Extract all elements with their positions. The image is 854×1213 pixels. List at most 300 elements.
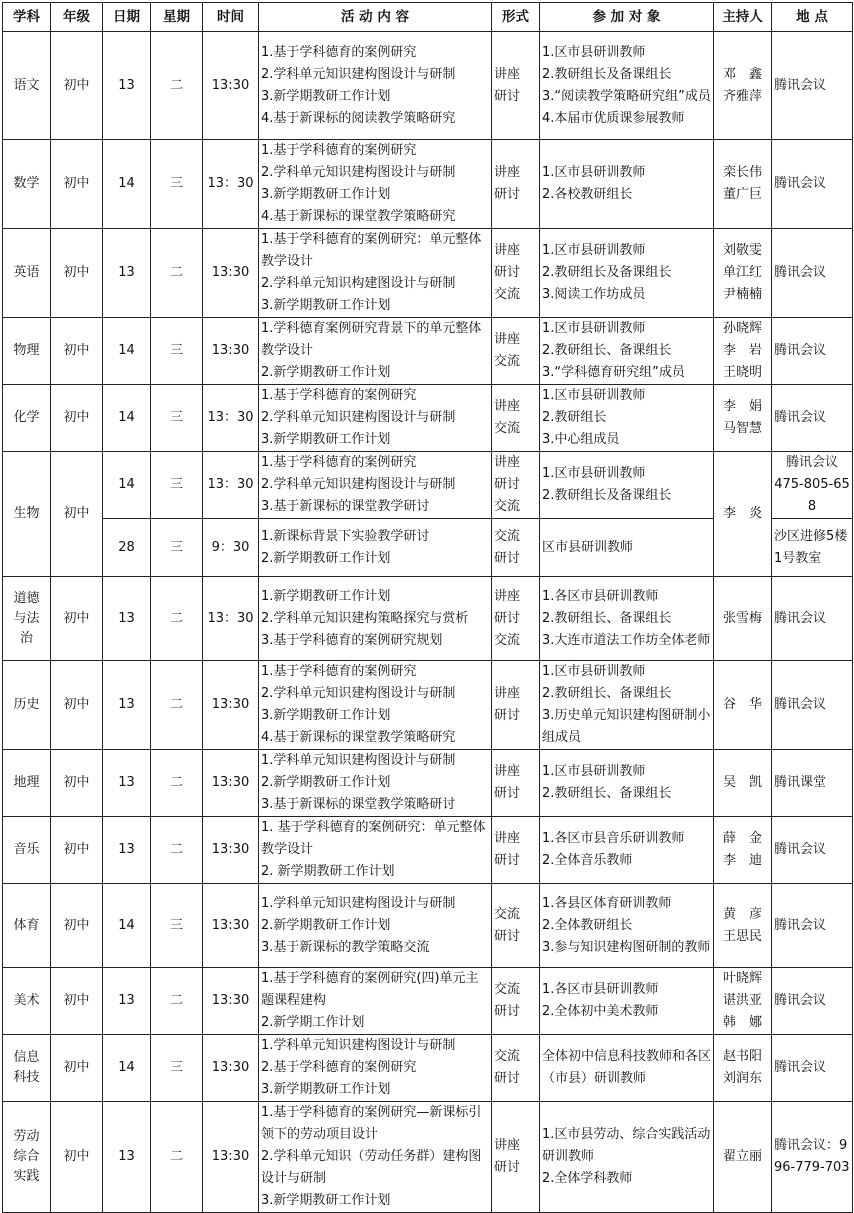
time-cell: 13:30	[203, 1035, 259, 1102]
content-cell-line: 1.基于学科德育的案例研究	[261, 388, 417, 403]
table-row	[3, 884, 853, 968]
grade-cell: 初中	[51, 452, 103, 577]
header-form: 形式	[492, 3, 540, 32]
participants-cell-line: 2.全体音乐教师	[542, 853, 633, 868]
participants-cell-line: 1.区市县研训教师	[542, 44, 646, 60]
location-cell	[772, 229, 853, 318]
weekday-cell: 二	[151, 32, 203, 140]
table-row	[3, 750, 853, 817]
form-cell-line: 研讨	[494, 1071, 521, 1086]
host-cell-line: 孙晓辉	[722, 321, 762, 336]
participants-cell-line: 2.各校教研组长	[542, 187, 633, 202]
content-cell-line: 2.学科单元知识建构图设计与研制	[261, 686, 456, 701]
participants-cell	[540, 519, 714, 577]
content-cell-line: 1.基于学科德育的案例研究	[261, 44, 417, 60]
host-cell	[714, 140, 772, 229]
form-cell-line: 讲座	[494, 399, 521, 414]
participants-cell	[540, 750, 714, 817]
participants-cell-line: 2.全体初中美术教师	[542, 1004, 659, 1019]
participants-cell-line: 1.区市县研训教师	[542, 165, 646, 180]
participants-cell-line: 区市县研训教师	[542, 539, 634, 555]
participants-cell	[540, 32, 714, 140]
weekday-cell: 三	[151, 1035, 203, 1102]
location-cell-line: 沙区进修5楼1号教室	[774, 528, 848, 566]
participants-cell	[540, 577, 714, 661]
date-cell: 14	[103, 318, 151, 385]
form-cell	[492, 318, 540, 385]
host-cell	[714, 817, 772, 884]
participants-cell-line: 2.教研组长、备课组长	[542, 343, 672, 358]
content-cell-line: 4.基于新课标的课堂教学策略研究	[261, 209, 456, 224]
location-cell	[772, 750, 853, 817]
participants-cell-line: 4.本届市优质课参展教师	[542, 110, 685, 126]
location-cell	[772, 318, 853, 385]
participants-cell	[540, 229, 714, 318]
location-cell	[772, 385, 853, 452]
form-cell	[492, 140, 540, 229]
date-cell: 13	[103, 577, 151, 661]
host-cell-line: 王思民	[722, 928, 762, 944]
time-cell: 13:30	[203, 968, 259, 1035]
form-cell-line: 交流	[494, 1049, 521, 1064]
host-cell-line: 赵书阳	[722, 1049, 762, 1064]
location-cell	[772, 140, 853, 229]
grade-cell: 初中	[51, 1102, 103, 1213]
content-cell-line: 1.学科德育案例研究背景下的单元整体教学设计	[261, 321, 482, 358]
form-cell-line: 讲座	[494, 455, 521, 470]
location-cell-line: 腾讯会议	[774, 343, 827, 358]
participants-cell	[540, 318, 714, 385]
participants-cell	[540, 884, 714, 968]
weekday-cell: 二	[151, 229, 203, 318]
content-cell-line: 2.学科单元知识建构策略探究与赏析	[261, 610, 469, 626]
date-cell: 28	[103, 519, 151, 577]
content-cell-line: 3.新学期教研工作计划	[261, 298, 391, 313]
location-cell	[772, 32, 853, 140]
participants-cell-line: 1.区市县研训教师	[542, 466, 646, 481]
time-cell: 13:30	[203, 817, 259, 884]
participants-cell-line: 3.阅读工作坊成员	[542, 287, 646, 302]
content-cell-line: 2. 新学期教研工作计划	[261, 864, 395, 879]
content-cell-line: 3.新学期教研工作计划	[261, 1082, 391, 1097]
participants-cell	[540, 1102, 714, 1213]
grade-cell: 初中	[51, 577, 103, 661]
form-cell-line: 交流	[494, 528, 521, 544]
form-cell-line: 交流	[494, 982, 521, 997]
host-cell	[714, 385, 772, 452]
host-cell	[714, 318, 772, 385]
date-cell: 14	[103, 1035, 151, 1102]
table-row	[3, 577, 853, 661]
weekday-cell: 二	[151, 750, 203, 817]
host-cell	[714, 32, 772, 140]
subject-cell: 音乐	[3, 817, 51, 884]
time-cell: 13:30	[203, 229, 259, 318]
form-cell	[492, 968, 540, 1035]
form-cell-line: 研讨	[494, 187, 521, 202]
grade-cell: 初中	[51, 968, 103, 1035]
subject-cell: 信息科技	[3, 1035, 51, 1102]
header-content: 活 动 内 容	[259, 3, 492, 32]
header-date: 日期	[103, 3, 151, 32]
host-cell-line: 黄 彦	[722, 906, 762, 922]
content-cell-line: 4.基于新课标的课堂教学策略研究	[261, 730, 456, 745]
participants-cell-line: 3.参与知识建构图研制的教师	[542, 939, 711, 955]
content-cell-line: 1.基于学科德育的案例研究：单元整体教学设计	[261, 232, 482, 269]
host-cell	[714, 452, 772, 577]
subject-cell: 化学	[3, 385, 51, 452]
host-cell-line: 吴 凯	[722, 775, 762, 790]
weekday-cell: 二	[151, 1102, 203, 1213]
subject-cell: 数学	[3, 140, 51, 229]
content-cell-line: 3.基于新课标的教学策略交流	[261, 939, 430, 955]
participants-cell	[540, 140, 714, 229]
location-cell	[772, 577, 853, 661]
table-row	[3, 661, 853, 750]
form-cell-line: 研讨	[494, 853, 521, 868]
content-cell-line: 1.基于学科德育的案例研究	[261, 143, 417, 158]
host-cell	[714, 884, 772, 968]
location-cell-line: 腾讯会议：996-779-703	[774, 1138, 850, 1175]
form-cell-line: 研讨	[494, 88, 521, 104]
content-cell-line: 1.学科单元知识建构图设计与研制	[261, 753, 456, 768]
form-cell-line: 研讨	[494, 477, 521, 492]
form-cell-line: 讲座	[494, 1138, 521, 1153]
content-cell-line: 3.新学期教研工作计划	[261, 1193, 391, 1208]
location-cell	[772, 817, 853, 884]
table-row	[3, 968, 853, 1035]
host-cell-line: 尹楠楠	[722, 287, 762, 302]
location-cell-line: 腾讯会议	[774, 993, 827, 1008]
content-cell	[259, 1102, 492, 1213]
content-cell-line: 4.基于新课标的阅读教学策略研究	[261, 110, 456, 126]
time-cell: 13：30	[203, 577, 259, 661]
host-cell	[714, 968, 772, 1035]
content-cell-line: 3.基于新课标的课堂教学策略研讨	[261, 797, 456, 812]
content-cell-line: 1.新学期教研工作计划	[261, 588, 391, 604]
location-cell-line: 腾讯会议	[774, 77, 827, 93]
location-cell	[772, 661, 853, 750]
host-cell-line: 谷 华	[722, 697, 762, 712]
content-cell-line: 1.基于学科德育的案例研究	[261, 664, 417, 679]
host-cell-line: 王晓明	[722, 365, 762, 380]
content-cell	[259, 1035, 492, 1102]
content-cell	[259, 229, 492, 318]
host-cell-line: 李 岩	[722, 343, 762, 358]
host-cell-line: 董广巨	[722, 187, 762, 202]
content-cell-line: 2.学科单元知识构建图设计与研制	[261, 276, 456, 291]
host-cell-line: 马智慧	[722, 421, 762, 436]
content-cell-line: 2.学科单元知识建构图设计与研制	[261, 477, 456, 492]
participants-cell-line: 1.区市县研训教师	[542, 321, 646, 336]
content-cell-line: 2.新学期教研工作计划	[261, 365, 391, 380]
time-cell: 13：30	[203, 452, 259, 519]
subject-cell: 英语	[3, 229, 51, 318]
content-cell	[259, 140, 492, 229]
location-cell-line: 腾讯会议	[774, 842, 827, 857]
form-cell-line: 研讨	[494, 928, 521, 944]
form-cell	[492, 577, 540, 661]
subject-cell: 道德与法治	[3, 577, 51, 661]
time-cell: 9：30	[203, 519, 259, 577]
host-cell-line: 刘敬雯	[722, 243, 762, 258]
form-cell-line: 交流	[494, 906, 521, 922]
subject-cell: 生物	[3, 452, 51, 577]
grade-cell: 初中	[51, 140, 103, 229]
table-row	[3, 229, 853, 318]
content-cell	[259, 661, 492, 750]
grade-cell: 初中	[51, 817, 103, 884]
table-row	[3, 385, 853, 452]
host-cell	[714, 1102, 772, 1213]
participants-cell-line: 2.教研组长及备课组长	[542, 488, 672, 503]
host-cell-line: 韩 娜	[722, 1015, 762, 1030]
grade-cell: 初中	[51, 32, 103, 140]
host-cell-line: 翟立丽	[722, 1149, 762, 1164]
participants-cell	[540, 817, 714, 884]
content-cell	[259, 750, 492, 817]
host-cell-line: 栾长伟	[722, 165, 762, 180]
header-weekday: 星期	[151, 3, 203, 32]
location-cell-line: 腾讯会议	[774, 265, 827, 280]
form-cell-line: 交流	[494, 354, 521, 369]
host-cell-line: 叶晓辉	[722, 971, 762, 986]
participants-cell	[540, 661, 714, 750]
host-cell	[714, 750, 772, 817]
date-cell: 13	[103, 661, 151, 750]
host-cell-line: 李 娟	[722, 399, 762, 414]
location-cell-line: 腾讯课堂	[774, 775, 827, 790]
form-cell-line: 研讨	[494, 786, 521, 801]
participants-cell-line: 1.区市县劳动、综合实践活动研训教师	[542, 1127, 711, 1164]
location-cell-line: 腾讯会议	[774, 610, 827, 626]
content-cell-line: 3.基于新课标的课堂教学研讨	[261, 499, 430, 514]
subject-cell: 语文	[3, 32, 51, 140]
form-cell-line: 讲座	[494, 686, 521, 701]
form-cell-line: 研讨	[494, 1004, 521, 1019]
form-cell-line: 研讨	[494, 1160, 521, 1175]
form-cell-line: 研讨	[494, 265, 521, 280]
header-row	[3, 3, 853, 32]
participants-cell-line: 2.教研组长及备课组长	[542, 265, 672, 280]
content-cell	[259, 452, 492, 519]
participants-cell-line: 3.历史单元知识建构图研制小组成员	[542, 708, 711, 745]
participants-cell-line: 全体初中信息科技教师和各区（市县）研训教师	[542, 1049, 712, 1086]
weekday-cell: 三	[151, 140, 203, 229]
time-cell: 13:30	[203, 32, 259, 140]
form-cell-line: 讲座	[494, 764, 521, 779]
weekday-cell: 二	[151, 577, 203, 661]
location-cell-line: 腾讯会议	[774, 410, 827, 425]
host-cell-line: 张雪梅	[722, 610, 762, 626]
content-cell-line: 2.新学期工作计划	[261, 1015, 365, 1030]
table-row	[3, 1035, 853, 1102]
form-cell-line: 讲座	[494, 243, 521, 258]
form-cell-line: 讲座	[494, 831, 521, 846]
location-cell-line: 腾讯会议	[774, 697, 827, 712]
participants-cell-line: 2.教研组长、备课组长	[542, 610, 672, 626]
header-subject: 学科	[3, 3, 51, 32]
form-cell-line: 研讨	[494, 610, 521, 626]
location-cell	[772, 884, 853, 968]
form-cell-line: 讲座	[494, 66, 521, 82]
subject-cell: 体育	[3, 884, 51, 968]
participants-cell-line: 2.全体教研组长	[542, 917, 633, 933]
time-cell: 13：30	[203, 385, 259, 452]
subject-cell: 地理	[3, 750, 51, 817]
weekday-cell: 三	[151, 385, 203, 452]
host-cell	[714, 1035, 772, 1102]
participants-cell-line: 1.各县区体育研训教师	[542, 895, 672, 911]
host-cell-line: 单江红	[722, 265, 762, 280]
form-cell	[492, 519, 540, 577]
form-cell	[492, 817, 540, 884]
weekday-cell: 二	[151, 968, 203, 1035]
location-cell-line: 腾讯会议	[774, 176, 827, 191]
host-cell-line: 邓 鑫	[722, 66, 762, 82]
header-grade: 年级	[51, 3, 103, 32]
form-cell	[492, 884, 540, 968]
schedule-table	[2, 2, 853, 1213]
time-cell: 13:30	[203, 661, 259, 750]
location-cell	[772, 1035, 853, 1102]
host-cell	[714, 661, 772, 750]
time-cell: 13:30	[203, 884, 259, 968]
content-cell	[259, 817, 492, 884]
content-cell-line: 1.基于学科德育的案例研究—新课标引领下的劳动项目设计	[261, 1105, 482, 1142]
date-cell: 13	[103, 968, 151, 1035]
host-cell-line: 齐雅萍	[722, 88, 762, 104]
form-cell	[492, 385, 540, 452]
table-row	[3, 140, 853, 229]
date-cell: 14	[103, 385, 151, 452]
content-cell-line: 2.新学期教研工作计划	[261, 550, 391, 566]
location-cell-line: 腾讯会议	[774, 1060, 827, 1075]
form-cell-line: 讲座	[494, 332, 521, 347]
table-row	[3, 817, 853, 884]
participants-cell-line: 1.各区市县研训教师	[542, 588, 659, 604]
weekday-cell: 三	[151, 519, 203, 577]
participants-cell-line: 2.教研组长、备课组长	[542, 686, 672, 701]
participants-cell-line: 2.全体学科教师	[542, 1171, 633, 1186]
participants-cell-line: 3.“学科德育研究组”成员	[542, 365, 685, 380]
content-cell-line: 1.基于学科德育的案例研究(四)单元主题课程建构	[261, 971, 479, 1008]
participants-cell-line: 1.各区市县音乐研训教师	[542, 831, 685, 846]
date-cell: 13	[103, 229, 151, 318]
grade-cell: 初中	[51, 385, 103, 452]
participants-cell-line: 3.大连市道法工作坊全体老师	[542, 632, 711, 648]
table-row	[3, 1102, 853, 1213]
content-cell	[259, 385, 492, 452]
participants-cell-line: 3.“阅读教学策略研究组”成员	[542, 88, 711, 104]
form-cell-line: 交流	[494, 632, 521, 648]
date-cell: 14	[103, 452, 151, 519]
participants-cell-line: 1.各区市县研训教师	[542, 982, 659, 997]
host-cell-line: 李 迪	[722, 853, 762, 868]
time-cell: 13:30	[203, 750, 259, 817]
form-cell-line: 研讨	[494, 550, 521, 566]
table-row	[3, 32, 853, 140]
weekday-cell: 三	[151, 884, 203, 968]
content-cell-line: 1.新课标背景下实验教学研讨	[261, 528, 430, 544]
content-cell-line: 3.新学期教研工作计划	[261, 187, 391, 202]
location-cell	[772, 452, 853, 519]
form-cell-line: 交流	[494, 499, 521, 514]
date-cell: 14	[103, 140, 151, 229]
location-cell	[772, 1102, 853, 1213]
grade-cell: 初中	[51, 750, 103, 817]
participants-cell-line: 2.教研组长	[542, 410, 607, 425]
grade-cell: 初中	[51, 661, 103, 750]
participants-cell-line: 1.区市县研训教师	[542, 664, 646, 679]
weekday-cell: 三	[151, 452, 203, 519]
location-cell-line: 腾讯会议	[774, 917, 827, 933]
content-cell-line: 2.新学期教研工作计划	[261, 917, 391, 933]
participants-cell-line: 2.教研组长及备课组长	[542, 66, 672, 82]
host-cell-line: 谌洪亚	[722, 993, 762, 1008]
header-participants: 参 加 对 象	[540, 3, 714, 32]
form-cell	[492, 750, 540, 817]
header-location: 地 点	[772, 3, 853, 32]
subject-cell: 美术	[3, 968, 51, 1035]
host-cell	[714, 577, 772, 661]
content-cell-line: 2.基于学科德育的案例研究	[261, 1060, 417, 1075]
date-cell: 14	[103, 884, 151, 968]
subject-cell: 历史	[3, 661, 51, 750]
time-cell: 13:30	[203, 318, 259, 385]
location-cell-line: 475-805-658	[774, 477, 850, 514]
date-cell: 13	[103, 750, 151, 817]
participants-cell-line: 3.中心组成员	[542, 432, 620, 447]
content-cell-line: 1. 基于学科德育的案例研究：单元整体教学设计	[261, 820, 486, 857]
location-cell-line: 腾讯会议	[785, 455, 838, 470]
form-cell-line: 交流	[494, 287, 521, 302]
content-cell	[259, 577, 492, 661]
content-cell-line: 2.学科单元知识（劳动任务群）建构图设计与研制	[261, 1149, 482, 1186]
table-row	[3, 452, 853, 519]
participants-cell-line: 1.区市县研训教师	[542, 388, 646, 403]
date-cell: 13	[103, 817, 151, 884]
participants-cell-line: 1.区市县研训教师	[542, 243, 646, 258]
location-cell	[772, 968, 853, 1035]
weekday-cell: 三	[151, 318, 203, 385]
content-cell-line: 2.新学期教研工作计划	[261, 775, 391, 790]
grade-cell: 初中	[51, 229, 103, 318]
form-cell-line: 讲座	[494, 588, 521, 604]
content-cell-line: 3.新学期教研工作计划	[261, 708, 391, 723]
form-cell	[492, 452, 540, 519]
content-cell	[259, 519, 492, 577]
content-cell	[259, 32, 492, 140]
content-cell-line: 1.学科单元知识建构图设计与研制	[261, 1038, 456, 1053]
form-cell-line: 讲座	[494, 165, 521, 180]
table-row	[3, 318, 853, 385]
subject-cell: 劳动综合实践	[3, 1102, 51, 1213]
host-cell-line: 李 炎	[722, 506, 762, 521]
content-cell	[259, 318, 492, 385]
participants-cell-line: 2.教研组长、备课组长	[542, 786, 672, 801]
participants-cell	[540, 385, 714, 452]
content-cell-line: 2.学科单元知识建构图设计与研制	[261, 165, 456, 180]
subject-cell: 物理	[3, 318, 51, 385]
host-cell	[714, 229, 772, 318]
time-cell: 13:30	[203, 1102, 259, 1213]
participants-cell	[540, 452, 714, 519]
weekday-cell: 二	[151, 817, 203, 884]
host-cell-line: 刘润东	[722, 1071, 762, 1086]
weekday-cell: 二	[151, 661, 203, 750]
form-cell	[492, 1035, 540, 1102]
